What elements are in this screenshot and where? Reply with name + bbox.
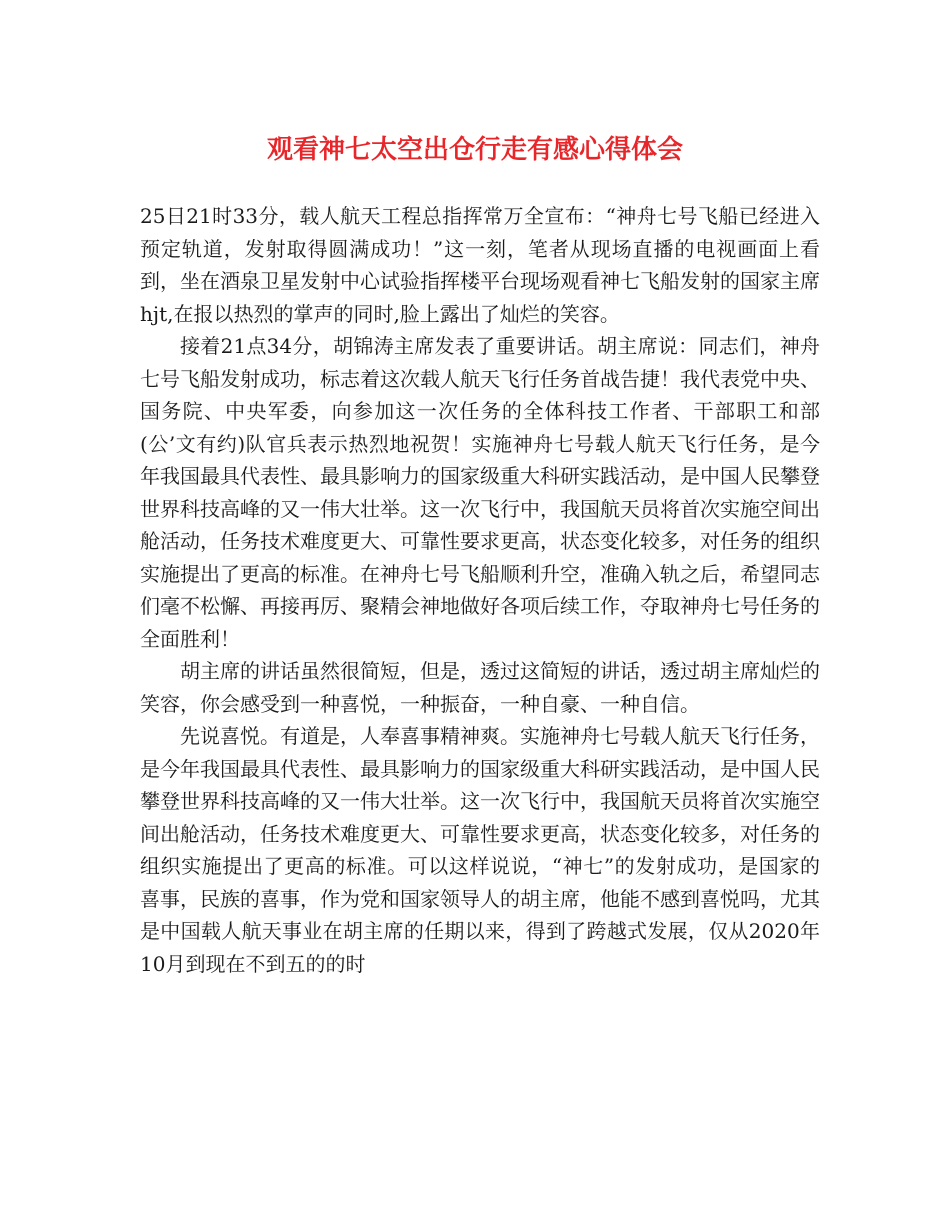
paragraph-1: 25日21时33分，载人航天工程总指挥常万全宣布：“神舟七号飞船已经进入预定轨道，发射取得圆满成功！”这一刻，笔者从现场直播的电视画面上看到，坐在酒泉卫星发射中心试验指挥楼平台现场观看神七飞船发射的国家主席hjt,在报以热烈的掌声的同时,脸上露出了灿烂的笑容。 bbox=[140, 204, 820, 326]
document-title: 观看神七太空出仓行走有感心得体会 bbox=[266, 135, 683, 165]
paragraph-4: 先说喜悦。有道是，人奉喜事精神爽。实施神舟七号载人航天飞行任务，是今年我国最具代表性、最具影响力的国家级重大科研实践活动，是中国人民攀登世界科技高峰的又一伟大壮举。这一次飞行中，我国航天员将首次实施空间出舱活动，任务技术难度更大、可靠性要求更高，状态变化较多，对任务的组织实施提出了更高的标准。可以这样说说，“神七”的发射成功，是国家的喜事，民族的喜事，作为党和国家领导人的胡主席，他能不感到喜悦吗，尤其是中国载人航天事业在胡主席的任期以来，得到了跨越式发展，仅从2020年10月到现在不到五的的时 bbox=[140, 724, 820, 976]
paragraph-3: 胡主席的讲话虽然很简短，但是，透过这简短的讲话，透过胡主席灿烂的笑容，你会感受到一种喜悦，一种振奋，一种自豪、一种自信。 bbox=[140, 659, 820, 716]
document-body bbox=[140, 200, 820, 980]
paragraph-2: 接着21点34分，胡锦涛主席发表了重要讲话。胡主席说：同志们，神舟七号飞船发射成功，标志着这次载人航天飞行任务首战告捷！我代表党中央、国务院、中央军委，向参加这一次任务的全体科技工作者、干部职工和部(公’文有约)队官兵表示热烈地祝贺！实施神舟七号载人航天飞行任务，是今年我国最具代表性、最具影响力的国家级重大科研实践活动，是中国人民攀登世界科技高峰的又一伟大壮举。这一次飞行中，我国航天员将首次实施空间出舱活动，任务技术难度更大、可靠性要求更高，状态变化较多，对任务的组织实施提出了更高的标准。在神舟七号飞船顺利升空，准确入轨之后，希望同志们毫不松懈、再接再厉、聚精会神地做好各项后续工作，夺取神舟七号任务的全面胜利！ bbox=[140, 334, 820, 651]
